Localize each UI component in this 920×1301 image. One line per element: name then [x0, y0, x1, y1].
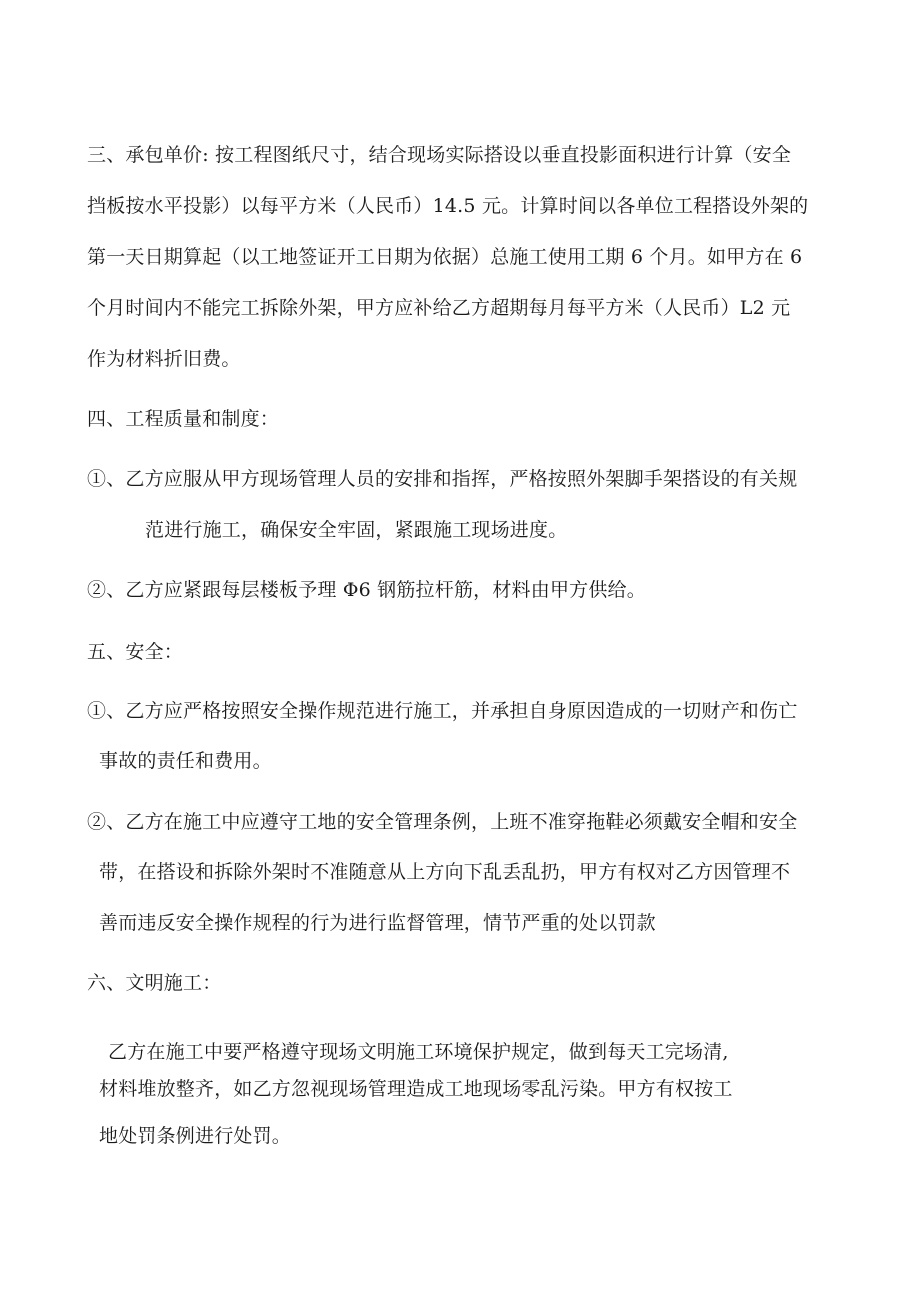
section3-line2: 挡板按水平投影）以每平方米（人民币）14.5 元。计算时间以各单位工程搭设外架的	[87, 195, 809, 217]
section4-item1-line1: ①、乙方应服从甲方现场管理人员的安排和指挥，严格按照外架脚手架搭设的有关规	[87, 468, 798, 490]
section5-item2-line1: ②、乙方在施工中应遵守工地的安全管理条例，上班不准穿拖鞋必须戴安全帽和安全	[87, 811, 798, 833]
section6-para-line3: 地处罚条例进行处罚。	[99, 1125, 292, 1147]
section3-line3: 第一天日期算起（以工地签证开工日期为依据）总施工使用工期 6 个月。如甲方在 6	[87, 246, 803, 268]
section6-heading: 六、文明施工：	[87, 972, 222, 994]
section4-item1-line2: 范进行施工，确保安全牢固，紧跟施工现场进度。	[145, 519, 568, 541]
section3-line4: 个月时间内不能完工拆除外架，甲方应补给乙方超期每月每平方米（人民币）L2 元	[87, 297, 791, 319]
section5-item1-line1: ①、乙方应严格按照安全操作规范进行施工，并承担自身原因造成的一切财产和伤亡	[87, 700, 798, 722]
section5-item1-line2: 事故的责任和费用。	[99, 750, 272, 772]
section6-para-line1: 乙方在施工中要严格遵守现场文明施工环境保护规定，做到每天工完场清,	[108, 1041, 729, 1063]
section4-heading: 四、工程质量和制度：	[87, 408, 280, 430]
section6-para-line2: 材料堆放整齐，如乙方忽视现场管理造成工地现场零乱污染。甲方有权按工	[99, 1078, 733, 1100]
section5-item2-line3: 善而违反安全操作规程的行为进行监督管理，情节严重的处以罚款	[99, 912, 656, 934]
section5-item2-line2: 带，在搭设和拆除外架时不准随意从上方向下乱丢乱扔，甲方有权对乙方因管理不	[99, 861, 791, 883]
section3-line5: 作为材料折旧费。	[87, 348, 241, 370]
section4-item2: ②、乙方应紧跟每层楼板予理 Φ6 钢筋拉杆筋，材料由甲方供给。	[87, 579, 646, 601]
section3-line1: 三、承包单价: 按工程图纸尺寸，结合现场实际搭设以垂直投影面积进行计算（安全	[87, 144, 792, 166]
section5-heading: 五、安全：	[87, 641, 184, 663]
